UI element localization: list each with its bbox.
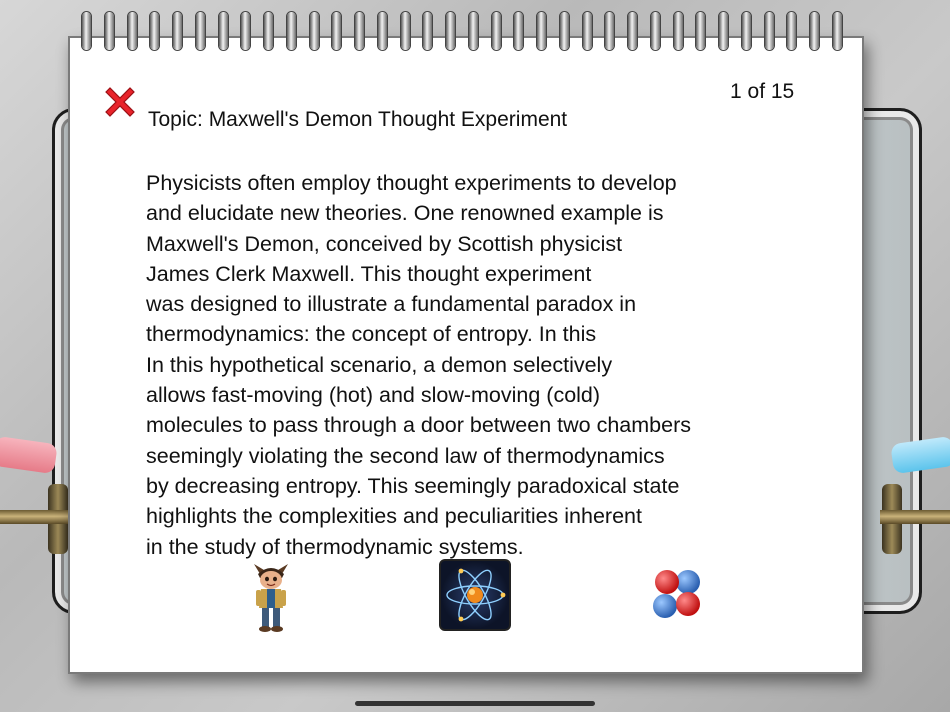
- topic-title: Topic: Maxwell's Demon Thought Experiment: [148, 108, 568, 131]
- demon-icon: [250, 560, 292, 634]
- spiral-ring: [310, 12, 319, 50]
- body-line: James Clerk Maxwell. This thought experiment: [146, 261, 592, 286]
- spiral-ring: [696, 12, 705, 50]
- molecule-button[interactable]: [650, 566, 706, 620]
- close-icon: [100, 82, 140, 122]
- body-line: in the study of thermodynamic systems.: [146, 534, 524, 559]
- spiral-binding: [82, 12, 842, 54]
- body-line: molecules to pass through a door between two chambers: [146, 413, 691, 438]
- body-line: highlights the complexities and peculiarities inherent: [146, 504, 642, 529]
- spiral-ring: [264, 12, 273, 50]
- molecule-icon: [650, 566, 706, 620]
- body-line: Maxwell's Demon, conceived by Scottish physicist: [146, 231, 623, 256]
- body-line: In this hypothetical scenario, a demon selectively: [146, 352, 613, 377]
- body-line: allows fast-moving (hot) and slow-moving (cold): [146, 383, 601, 408]
- body-line: by decreasing entropy. This seemingly paradoxical state: [146, 473, 680, 498]
- spiral-ring: [150, 12, 159, 50]
- left-nozzle: [0, 436, 58, 474]
- spiral-ring: [787, 12, 796, 50]
- spiral-ring: [287, 12, 296, 50]
- spiral-ring: [674, 12, 683, 50]
- spiral-ring: [628, 12, 637, 50]
- spiral-ring: [719, 12, 728, 50]
- spiral-ring: [401, 12, 410, 50]
- right-valve: [880, 434, 950, 564]
- spiral-ring: [605, 12, 614, 50]
- spiral-ring: [537, 12, 546, 50]
- spiral-ring: [219, 12, 228, 50]
- spiral-ring: [82, 12, 91, 50]
- spiral-ring: [469, 12, 478, 50]
- spiral-ring: [241, 12, 250, 50]
- spiral-ring: [514, 12, 523, 50]
- body-line: seemingly violating the second law of thermodynamics: [146, 443, 665, 468]
- body-text: [146, 168, 691, 562]
- spiral-ring: [765, 12, 774, 50]
- spiral-ring: [446, 12, 455, 50]
- spiral-ring: [742, 12, 751, 50]
- spiral-ring: [332, 12, 341, 50]
- left-valve: [0, 434, 70, 564]
- atom-icon: [441, 561, 509, 629]
- close-button[interactable]: [100, 82, 140, 122]
- demon-button[interactable]: [250, 560, 292, 634]
- body-line: thermodynamics: the concept of entropy. In this: [146, 322, 597, 347]
- left-pipe: [0, 510, 70, 524]
- spiral-ring: [651, 12, 660, 50]
- right-nozzle: [890, 436, 950, 474]
- spiral-ring: [105, 12, 114, 50]
- atom-button[interactable]: [439, 559, 511, 631]
- right-pipe: [880, 510, 950, 524]
- spiral-ring: [423, 12, 432, 50]
- spiral-ring: [378, 12, 387, 50]
- spiral-ring: [173, 12, 182, 50]
- spiral-ring: [583, 12, 592, 50]
- page-counter: 1 of 15: [730, 80, 795, 103]
- spiral-ring: [355, 12, 364, 50]
- spiral-ring: [492, 12, 501, 50]
- spiral-ring: [833, 12, 842, 50]
- body-line: Physicists often employ thought experiments to develop: [146, 171, 677, 195]
- spiral-ring: [810, 12, 819, 50]
- body-line: was designed to illustrate a fundamental paradox in: [146, 292, 637, 317]
- spiral-ring: [128, 12, 137, 50]
- spiral-ring: [196, 12, 205, 50]
- spiral-ring: [560, 12, 569, 50]
- home-indicator[interactable]: [355, 701, 595, 706]
- body-line: and elucidate new theories. One renowned example is: [146, 201, 664, 226]
